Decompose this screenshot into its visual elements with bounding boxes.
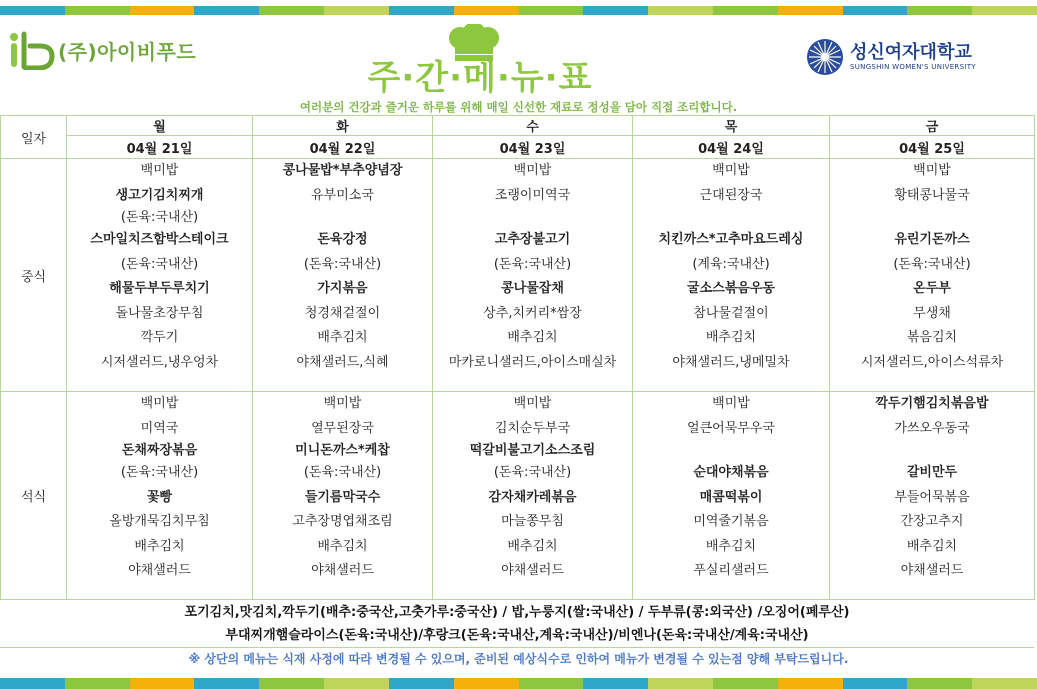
dinner-label: 석식 xyxy=(1,392,67,600)
stripe-segment xyxy=(648,678,713,689)
menu-item: (돈육:국내산) xyxy=(120,210,199,225)
menu-item: 배추김치 xyxy=(507,538,558,554)
stripe-segment xyxy=(65,6,130,15)
menu-item: 굴소스볶음우동 xyxy=(687,281,775,296)
menu-item: 백미밥 xyxy=(513,396,552,411)
date-fri: 04월 25일 xyxy=(830,136,1035,159)
menu-item: 미니돈까스*케찹 xyxy=(295,443,390,458)
stripe-segment xyxy=(713,678,778,689)
stripe-segment xyxy=(972,678,1037,689)
stripe-segment xyxy=(130,678,195,689)
menu-item: 꽃빵 xyxy=(146,489,173,505)
menu-item: 백미밥 xyxy=(913,163,951,178)
menu-item: 돈육강정 xyxy=(317,232,368,247)
day-mon: 월 xyxy=(67,116,253,136)
menu-item: 김치순두부국 xyxy=(494,420,571,436)
menu-item: (계육:국내산) xyxy=(692,256,770,272)
menu-item: 온두부 xyxy=(913,281,951,296)
menu-item: 고추장불고기 xyxy=(494,232,571,247)
menu-item: 상추,치커리*쌈장 xyxy=(483,305,582,321)
university-name-ko: 성신여자대학교 xyxy=(850,41,972,63)
stripe-segment xyxy=(843,6,908,15)
menu-item: 배추김치 xyxy=(317,538,368,554)
university-logo xyxy=(806,38,976,76)
menu-item: 백미밥 xyxy=(513,163,552,178)
menu-item: 배추김치 xyxy=(317,330,368,345)
menu-item: 야채샐러드 xyxy=(311,563,374,578)
menu-item: 마카로니샐러드,아이스매실차 xyxy=(448,354,617,370)
stripe-segment xyxy=(65,678,130,689)
menu-item: 생고기김치찌개 xyxy=(115,187,204,203)
menu-item: 매콤떡볶이 xyxy=(699,489,763,505)
menu-item: 야채샐러드,냉메밀차 xyxy=(672,354,790,370)
lunch-cell-fri xyxy=(830,159,1035,392)
dinner-cell-wed xyxy=(433,392,633,600)
stripe-segment xyxy=(194,6,259,15)
day-tue: 화 xyxy=(253,116,433,136)
menu-item: 미역줄기볶음 xyxy=(693,514,769,529)
university-emblem-icon xyxy=(806,38,844,76)
menu-item: 치킨까스*고추마요드레싱 xyxy=(658,232,804,247)
origin-info xyxy=(0,601,1034,648)
menu-item: 유부미소국 xyxy=(311,187,374,203)
stripe-segment xyxy=(583,678,648,689)
menu-item: 감자채카레볶음 xyxy=(488,489,577,505)
date-tue: 04월 22일 xyxy=(253,136,433,159)
menu-item: 무생채 xyxy=(913,305,951,321)
menu-item: 야채샐러드,식혜 xyxy=(296,354,389,370)
ib-logo-icon xyxy=(6,30,56,70)
stripe-segment xyxy=(389,6,454,15)
menu-item: 돈채짜장볶음 xyxy=(121,443,198,458)
day-fri: 금 xyxy=(830,116,1035,136)
menu-item: 올방개묵김치무침 xyxy=(109,514,210,529)
lunch-label: 중식 xyxy=(1,159,67,392)
menu-item: 유린기돈까스 xyxy=(894,232,970,247)
menu-item: (돈육:국내산) xyxy=(493,256,572,272)
stripe-segment xyxy=(519,678,584,689)
menu-item: (돈육:국내산) xyxy=(493,465,572,480)
menu-item: 야채샐러드 xyxy=(128,563,191,578)
date-thu: 04월 24일 xyxy=(633,136,830,159)
menu-item xyxy=(433,208,632,228)
menu-item: (돈육:국내산) xyxy=(120,256,199,272)
lunch-row xyxy=(1,159,1035,392)
stripe-segment xyxy=(130,6,195,15)
stripe-segment xyxy=(907,678,972,689)
menu-item: 마늘쫑무침 xyxy=(501,514,564,529)
stripe-segment xyxy=(972,6,1037,15)
menu-item: 백미밥 xyxy=(712,163,750,178)
menu-item: 미역국 xyxy=(140,420,179,436)
change-notice: ※ 상단의 메뉴는 식재 사정에 따라 변경될 수 있으며, 준비된 예상식수로 인하여 메뉴가 변경될 수 있는점 양해 부탁드립니다. xyxy=(188,652,849,666)
menu-item: 시저샐러드,냉우엉차 xyxy=(100,354,219,370)
weekly-menu-table xyxy=(0,115,1035,600)
menu-item xyxy=(633,441,829,461)
stripe-segment xyxy=(778,678,843,689)
date-wed: 04월 23일 xyxy=(433,136,633,159)
bottom-color-stripe xyxy=(0,678,1037,689)
lunch-cell-thu xyxy=(633,159,830,392)
stripe-segment xyxy=(454,6,519,15)
menu-item: 콩나물밥*부추양념장 xyxy=(282,163,403,178)
day-row xyxy=(1,116,1035,136)
menu-item: 백미밥 xyxy=(140,163,179,178)
menu-item: 가쓰오우동국 xyxy=(894,420,970,436)
page-title: 주·간·메·뉴·표 xyxy=(367,58,593,98)
menu-item: 갈비만두 xyxy=(906,465,958,480)
menu-item: (돈육:국내산) xyxy=(120,465,199,480)
stripe-segment xyxy=(843,678,908,689)
dinner-cell-mon xyxy=(67,392,253,600)
stripe-segment xyxy=(583,6,648,15)
dinner-cell-tue xyxy=(253,392,433,600)
menu-item: 야채샐러드 xyxy=(501,563,564,578)
menu-item: (돈육:국내산) xyxy=(303,256,382,272)
chef-hat-icon xyxy=(446,24,502,62)
menu-item: 해물두부두루치기 xyxy=(109,281,210,296)
menu-item xyxy=(830,441,1034,461)
menu-item: 얼큰어묵무우국 xyxy=(687,420,775,436)
stripe-segment xyxy=(0,6,65,15)
stripe-segment xyxy=(519,6,584,15)
lunch-cell-mon xyxy=(67,159,253,392)
dinner-cell-thu xyxy=(633,392,830,600)
menu-item: 백미밥 xyxy=(712,396,750,411)
menu-item: 콩나물잡채 xyxy=(501,281,564,296)
lunch-cell-wed xyxy=(433,159,633,392)
menu-item: (돈육:국내산) xyxy=(303,465,382,480)
menu-item: 시저샐러드,아이스석류차 xyxy=(860,354,1004,370)
menu-item: 배추김치 xyxy=(906,538,958,554)
stripe-segment xyxy=(778,6,843,15)
top-color-stripe xyxy=(0,6,1037,15)
menu-item: 부들어묵볶음 xyxy=(894,489,970,505)
university-name-en: SUNGSHIN WOMEN'S UNIVERSITY xyxy=(850,62,976,71)
stripe-segment xyxy=(713,6,778,15)
menu-item: 야채샐러드 xyxy=(900,563,964,578)
dinner-cell-fri xyxy=(830,392,1035,600)
stripe-segment xyxy=(324,6,389,15)
menu-item: 볶음김치 xyxy=(906,330,958,345)
stripe-segment xyxy=(0,678,65,689)
menu-item: (돈육:국내산) xyxy=(893,256,971,272)
stripe-segment xyxy=(648,6,713,15)
menu-item xyxy=(633,208,829,228)
menu-item: 백미밥 xyxy=(140,396,179,411)
lunch-cell-tue xyxy=(253,159,433,392)
menu-item: 배추김치 xyxy=(705,330,757,345)
stripe-segment xyxy=(259,6,324,15)
menu-item: 간장고추지 xyxy=(900,514,964,529)
menu-item: 들기름막국수 xyxy=(304,489,381,505)
date-row xyxy=(1,136,1035,159)
date-mon: 04월 21일 xyxy=(67,136,253,159)
menu-item: 깍두기햄김치볶음밥 xyxy=(875,396,989,411)
menu-item: 돌나물초장무침 xyxy=(115,305,204,321)
company-name: (주)아이비푸드 xyxy=(58,39,197,64)
day-wed: 수 xyxy=(433,116,633,136)
origin-line-2: 부대찌개햄슬라이스(돈육:국내산)/후랑크(돈육:국내산,계육:국내산)/비엔나(돈육:국내산/계육:국내산) xyxy=(225,628,809,643)
menu-item: 깍두기 xyxy=(140,330,179,345)
company-logo xyxy=(6,30,196,70)
stripe-segment xyxy=(259,678,324,689)
origin-line-1: 포기김치,맛김치,깍두기(배추:중국산,고춧가루:중국산) / 밥,누룽지(쌀:국내산) / 두부류(콩:외국산) /오징어(페루산) xyxy=(184,605,850,620)
stripe-segment xyxy=(194,678,259,689)
date-header-label: 일자 xyxy=(1,116,67,159)
menu-item: 가지볶음 xyxy=(317,281,368,296)
menu-item: 푸실리샐러드 xyxy=(693,563,769,578)
stripe-segment xyxy=(454,678,519,689)
menu-item: 조랭이미역국 xyxy=(494,187,571,203)
menu-item: 스마일치즈함박스테이크 xyxy=(90,232,229,247)
stripe-segment xyxy=(389,678,454,689)
menu-item: 배추김치 xyxy=(705,538,757,554)
menu-item: 근대된장국 xyxy=(699,187,763,203)
menu-item: 백미밥 xyxy=(323,396,362,411)
dinner-row xyxy=(1,392,1035,600)
page-subtitle: 여러분의 건강과 즐거운 하루를 위해 매일 신선한 재료로 정성을 담아 직접 조리합니다. xyxy=(299,100,738,114)
menu-item: 참나물겉절이 xyxy=(693,305,769,321)
menu-item: 황태콩나물국 xyxy=(894,187,970,203)
day-thu: 목 xyxy=(633,116,830,136)
stripe-segment xyxy=(324,678,389,689)
menu-item: 열무된장국 xyxy=(311,420,374,436)
menu-item: 떡갈비불고기소스조림 xyxy=(469,443,596,458)
stripe-segment xyxy=(907,6,972,15)
menu-item: 순대야채볶음 xyxy=(693,465,769,480)
menu-item: 배추김치 xyxy=(134,538,185,554)
menu-item: 고추장명엽채조림 xyxy=(292,514,393,529)
menu-item xyxy=(830,208,1034,228)
menu-item: 배추김치 xyxy=(507,330,558,345)
menu-item: 청경채겉절이 xyxy=(304,305,381,321)
menu-item xyxy=(253,208,432,228)
